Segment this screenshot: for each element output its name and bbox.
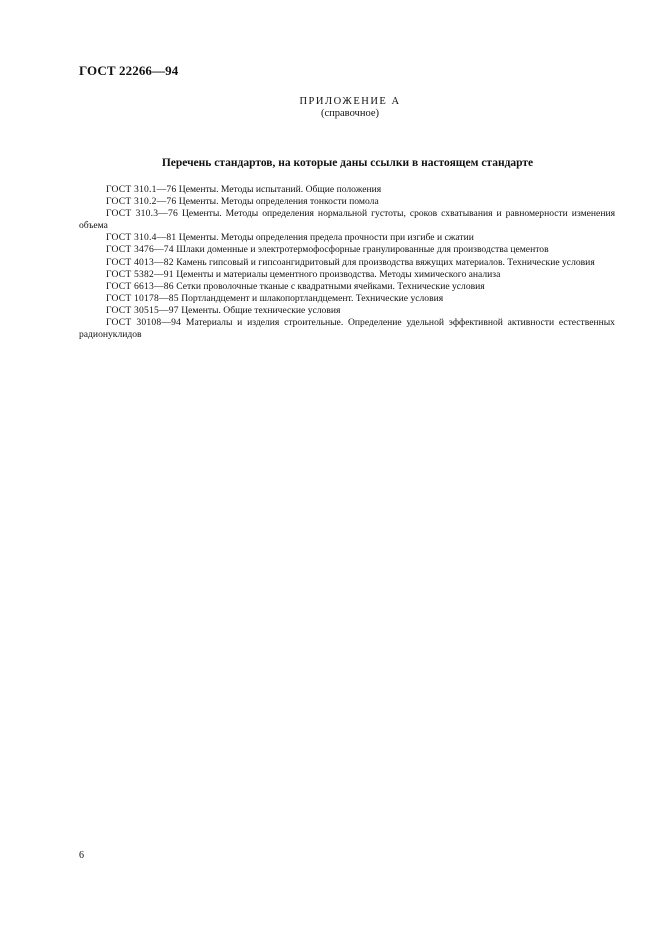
- standard-title: Цементы. Методы определения предела прочности при изгибе и сжатии: [178, 232, 474, 244]
- list-item: [79, 257, 615, 269]
- standard-code: ГОСТ 310.2—76: [106, 196, 177, 208]
- list-item: [79, 208, 615, 232]
- appendix-heading: [0, 96, 661, 120]
- standard-title: Материалы и изделия строительные. Определение удельной эффективной активности естественных радионуклидов: [79, 317, 615, 341]
- standard-code: ГОСТ 5382—91: [106, 268, 174, 280]
- standard-code: ГОСТ 30515—97: [106, 304, 179, 316]
- list-item: [79, 281, 615, 293]
- list-item: [79, 305, 615, 317]
- standard-code: ГОСТ 30108—94: [106, 317, 182, 329]
- list-item: [79, 244, 615, 256]
- list-item: [79, 269, 615, 281]
- standard-title: Цементы. Общие технические условия: [181, 304, 341, 316]
- list-item: [79, 317, 615, 341]
- standard-code: ГОСТ 310.4—81: [106, 232, 177, 244]
- standard-title: Цементы и материалы цементного производства. Методы химического анализа: [176, 268, 501, 280]
- standard-code: ГОСТ 3476—74: [106, 244, 174, 256]
- standard-title: Камень гипсовый и гипсоангидритовый для производства вяжущих материалов. Технические условия: [176, 256, 595, 268]
- standard-code: ГОСТ 6613—86: [106, 280, 174, 292]
- document-code: ГОСТ 22266—94: [79, 63, 179, 78]
- list-item: [79, 184, 615, 196]
- standard-title: Сетки проволочные тканые с квадратными ячейками. Технические условия: [176, 280, 485, 292]
- standard-title: Портландцемент и шлакопортландцемент. Технические условия: [181, 292, 444, 304]
- appendix-title: ПРИЛОЖЕНИЕ А: [299, 96, 401, 107]
- appendix-subtitle: (справочное): [321, 108, 379, 119]
- page-number: 6: [79, 850, 84, 861]
- standard-code: ГОСТ 4013—82: [106, 256, 174, 268]
- standard-title: Цементы. Методы определения нормальной густоты, сроков схватывания и равномерности изменения объема: [79, 208, 615, 232]
- standard-title: Цементы. Методы испытаний. Общие положения: [178, 184, 382, 195]
- standard-code: ГОСТ 10178—85: [106, 292, 179, 304]
- standard-code: ГОСТ 310.3—76: [106, 208, 178, 220]
- referenced-standards-title: Перечень стандартов, на которые даны ссылки в настоящем стандарте: [161, 157, 534, 169]
- referenced-standards-list: [79, 184, 615, 341]
- standard-code: ГОСТ 310.1—76: [106, 184, 177, 195]
- list-item: [79, 232, 615, 244]
- list-item: [79, 293, 615, 305]
- standard-title: Цементы. Методы определения тонкости помола: [178, 196, 379, 208]
- list-item: [79, 196, 615, 208]
- standard-title: Шлаки доменные и электротермофосфорные гранулированные для производства цементов: [176, 244, 549, 256]
